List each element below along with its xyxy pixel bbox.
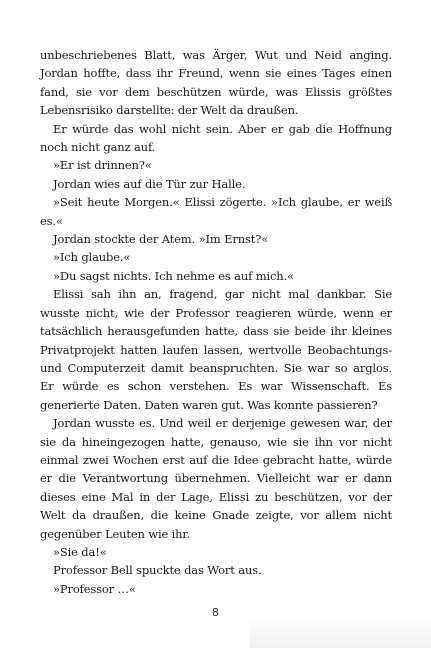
paragraph-6: »Ich glaube.« <box>53 250 131 265</box>
paragraph-4: »Seit heute Morgen.« Elissi zögerte. »Ich glaube, er weiß es.« <box>40 195 392 228</box>
body-text <box>40 46 392 598</box>
paragraph-5: Jordan stockte der Atem. »Im Ernst?« <box>53 232 269 247</box>
paragraph-9: Jordan wusste es. Und weil er derjenige gewesen war, der sie da hineingezogen hatte, genauso, wie sie ihn vor nicht einmal zwei Wochen erst auf die Idee gebracht hatte, würde er die Verantwortung übernehmen. Vielleicht war er dann dieses eine Mal in der Lage, Elissi zu beschützen, vor der Welt da draußen, die keine Gnade zeigte, vor allem nicht gegenüber Leuten wie ihr. <box>40 416 392 541</box>
paragraph-1: Er würde das wohl nicht sein. Aber er gab die Hoffnung noch nicht ganz auf. <box>40 121 392 155</box>
paragraph-10: »Sie da!« <box>53 544 107 559</box>
page-number: 8 <box>212 606 219 619</box>
paragraph-3: Jordan wies auf die Tür zur Halle. <box>53 176 246 191</box>
paragraph-12: »Professor …« <box>53 581 136 596</box>
paragraph-0: unbeschriebenes Blatt, was Ärger, Wut und Neid anging. Jordan hoffte, dass ihr Freund, wenn sie eines Tages einen fand, sie vor dem beschützen würde, was Elissis größtes Lebensrisiko darstellte: der Welt da draußen. <box>40 48 392 118</box>
paragraph-7: »Du sagst nichts. Ich nehme es auf mich.« <box>53 268 294 283</box>
paragraph-2: »Er ist drinnen?« <box>53 158 152 173</box>
page-edge-shadow <box>250 618 431 648</box>
paragraph-8: Elissi sah ihn an, fragend, gar nicht mal dankbar. Sie wusste nicht, wie der Professor reagieren würde, wenn er tatsächlich herausgefunden hatte, dass sie beide ihr kleines Privatprojekt hatten laufen lassen, wertvolle Beobachtungs- und Computerzeit damit beanspruchten. Sie war so arglos. Er würde es schon verstehen. Es war Wissenschaft. Es generierte Daten. Daten waren gut. Was konnte passieren? <box>40 287 392 412</box>
paragraph-11: Professor Bell spuckte das Wort aus. <box>53 563 262 578</box>
